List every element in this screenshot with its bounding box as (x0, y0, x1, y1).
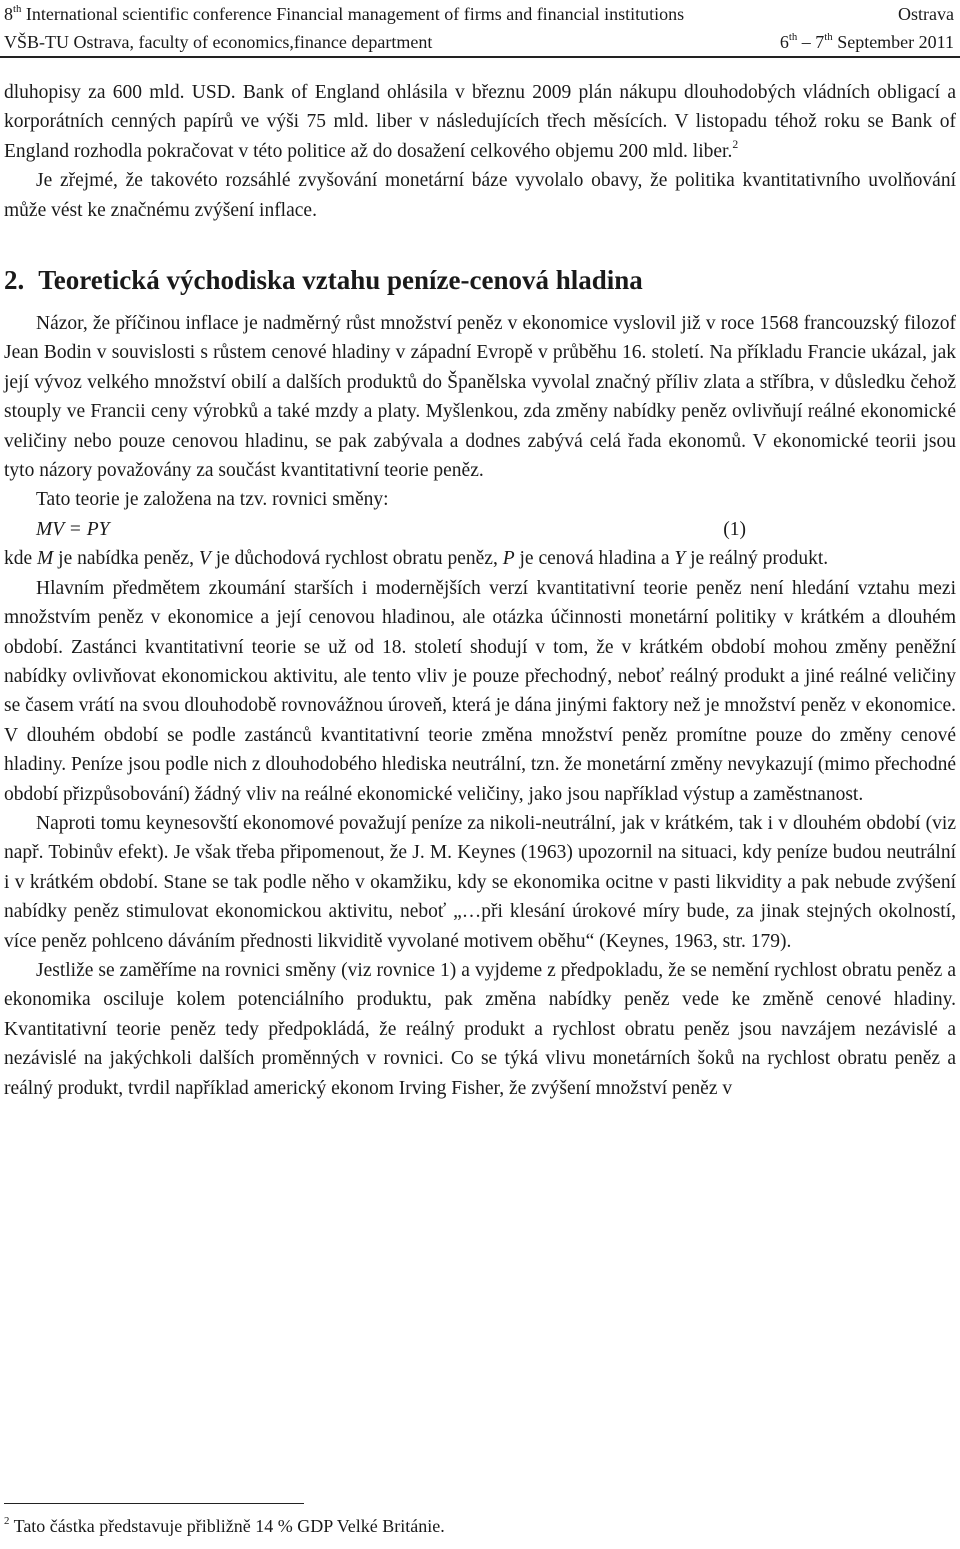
date-month-year: September 2011 (832, 32, 954, 52)
p5-text-a: kde (4, 548, 33, 570)
paragraph-5 (4, 544, 956, 573)
organizer: VŠB-TU Ostrava, faculty of economics,finance department (4, 32, 433, 52)
section-heading (4, 263, 956, 297)
var-y: Y (674, 548, 686, 570)
paragraph-6: Hlavním předmětem zkoumání starších i modernějších verzí kvantitativní teorie peněz není hledání vztahu mezi množstvím peněz v ekonomice a její cenovou hladinou, ale otázka účinnosti monetární politiky v krátkém a dlouhém období. Zastánci kvantitativní teorie se už od 18. století shodují v tom, že v krátkém období mohou změny peněžní nabídky ovlivňovat ekonomickou aktivitu, ale tento vliv je pouze přechodný, neboť reálný produkt a jiné reálné veličiny se časem vrátí na svou dlouhodobě rovnovážnou úroveň, která je dána jinými faktory než je množství peněz v ekonomice. V dlouhém období se podle zastánců kvantitativní teorie změna množství peněz promítne pouze do změny cenové hladiny. Peníze jsou podle nich z dlouhodobého hlediska neutrální, tzn. že monetární změny nevykazují (mimo přechodné období přizpůsobování) žádný vliv na reálné ekonomické veličiny, jako jsou například výstup a zaměstnanost. (4, 577, 956, 805)
paragraph-1 (4, 78, 956, 166)
conference-city: Ostrava (898, 4, 954, 24)
p5-text-e: je reálný produkt. (690, 548, 829, 570)
page-header (4, 0, 954, 56)
header-line-2 (4, 28, 954, 56)
var-p: P (502, 548, 515, 570)
header-rule (0, 56, 960, 58)
spacer (4, 225, 956, 263)
ordinal-suffix: th (13, 2, 22, 15)
paragraph-3: Názor, že příčinou inflace je nadměrný růst množství peněz v ekonomice vyslovil již v roce 1568 francouzský filozof Jean Bodin v souvislosti s růstem cenové hladiny v západní Evropě v průběhu 16. století. Na příkladu Francie ukázal, jak její vývoz velkého množství obilí a dalších produktů do Španělska vyvolal značný příliv zlata a stříbra, v důsledku čehož stouply ve Francii ceny výrobků a také mzdy a platy. Myšlenkou, zda změny nabídky peněz ovlivňují reálné ekonomické veličiny nebo pouze cenovou hladinu, se pak zabývala a dodnes zabývá celá řada ekonomů. V ekonomické teorii jsou tyto názory považovány za součást kvantitativní teorie peněz. (4, 313, 956, 482)
p5-text-d: je cenová hladina a (519, 548, 670, 570)
p5-text-c: je důchodová rychlost obratu peněz, (215, 548, 498, 570)
paragraph-1-text: dluhopisy za 600 mld. USD. Bank of England ohlásila v březnu 2009 plán nákupu dlouhodobých vládních obligací a korporátních cenných papírů ve výši 75 mld. liber v následujících třech měsících. V listopadu téhož roku se Bank of England rozhodla pokračovat v této politice až do dosažení celkového objemu 200 mld. liber. (4, 82, 956, 162)
paragraph-8: Jestliže se zaměříme na rovnici směny (viz rovnice 1) a vyjdeme z předpokladu, že se nemění rychlost obratu peněz a ekonomika osciluje kolem potenciálního produktu, pak změna nabídky peněz vede ke změně cenové hladiny. Kvantitativní teorie peněz tedy předpokládá, že reálný produkt a rychlost obratu peněz jsou navzájem nezávislé a nezávislé na jakýchkoli dalších proměnných v rovnici. Co se týká vlivu monetárních šoků na rychlost obratu peněz a reálný produkt, tvrdil například americký ekonom Irving Fisher, že zvýšení množství peněz v (4, 959, 956, 1099)
section-title: Teoretická východiska vztahu peníze-cenová hladina (38, 265, 643, 296)
conference-title (4, 0, 684, 28)
date-day-end: – 7 (797, 32, 825, 52)
var-v: V (198, 548, 211, 570)
footnote-reference[interactable]: 2 (732, 138, 739, 152)
equation (4, 515, 956, 544)
conference-ordinal: 8 (4, 4, 13, 24)
conference-name: International scientific conference Financial management of firms and financial institutions (21, 4, 685, 24)
var-m: M (37, 548, 54, 570)
footnote (4, 1512, 445, 1540)
date-suffix-1: th (788, 30, 798, 43)
paragraph-4: Tato teorie je založena na tzv. rovnici směny: (36, 489, 389, 511)
footnote-mark: 2 (4, 1514, 10, 1527)
equation-formula: MV = PY (36, 518, 110, 540)
date-day-start: 6 (779, 32, 789, 52)
section-number: 2. (4, 265, 25, 296)
article-body (4, 78, 956, 1103)
date-suffix-2: th (824, 30, 833, 43)
footnote-rule (4, 1503, 304, 1504)
paragraph-2: Je zřejmé, že takovéto rozsáhlé zvyšování monetární báze vyvolalo obavy, že politika kvantitativního uvolňování může vést ke značnému zvýšení inflace. (4, 170, 956, 221)
conference-date (780, 28, 954, 56)
paragraph-7: Naproti tomu keynesovští ekonomové považují peníze za nikoli-neutrální, jak v krátkém, tak i v dlouhém období (viz např. Tobinův efekt). Je však třeba připomenout, že J. M. Keynes (1963) upozornil na situaci, kdy peníze budou neutrální i v krátkém období. Stane se tak podle něho v okamžiku, kdy se ekonomika ocitne v pasti likvidity a pak nebude zvýšení nabídky peněz stimulovat ekonomickou aktivitu, neboť „…při klesání úrokové míry bude, za jinak stejných okolností, více peněz pohlceno dáváním přednosti likviditě vyvolané motivem oběhu“ (Keynes, 1963, str. 179). (4, 812, 956, 952)
header-line-1 (4, 0, 954, 28)
equation-number: (1) (723, 518, 746, 540)
p5-text-b: je nabídka peněz, (58, 548, 195, 570)
footnote-text: Tato částka představuje přibližně 14 % GDP Velké Británie. (9, 1516, 445, 1536)
